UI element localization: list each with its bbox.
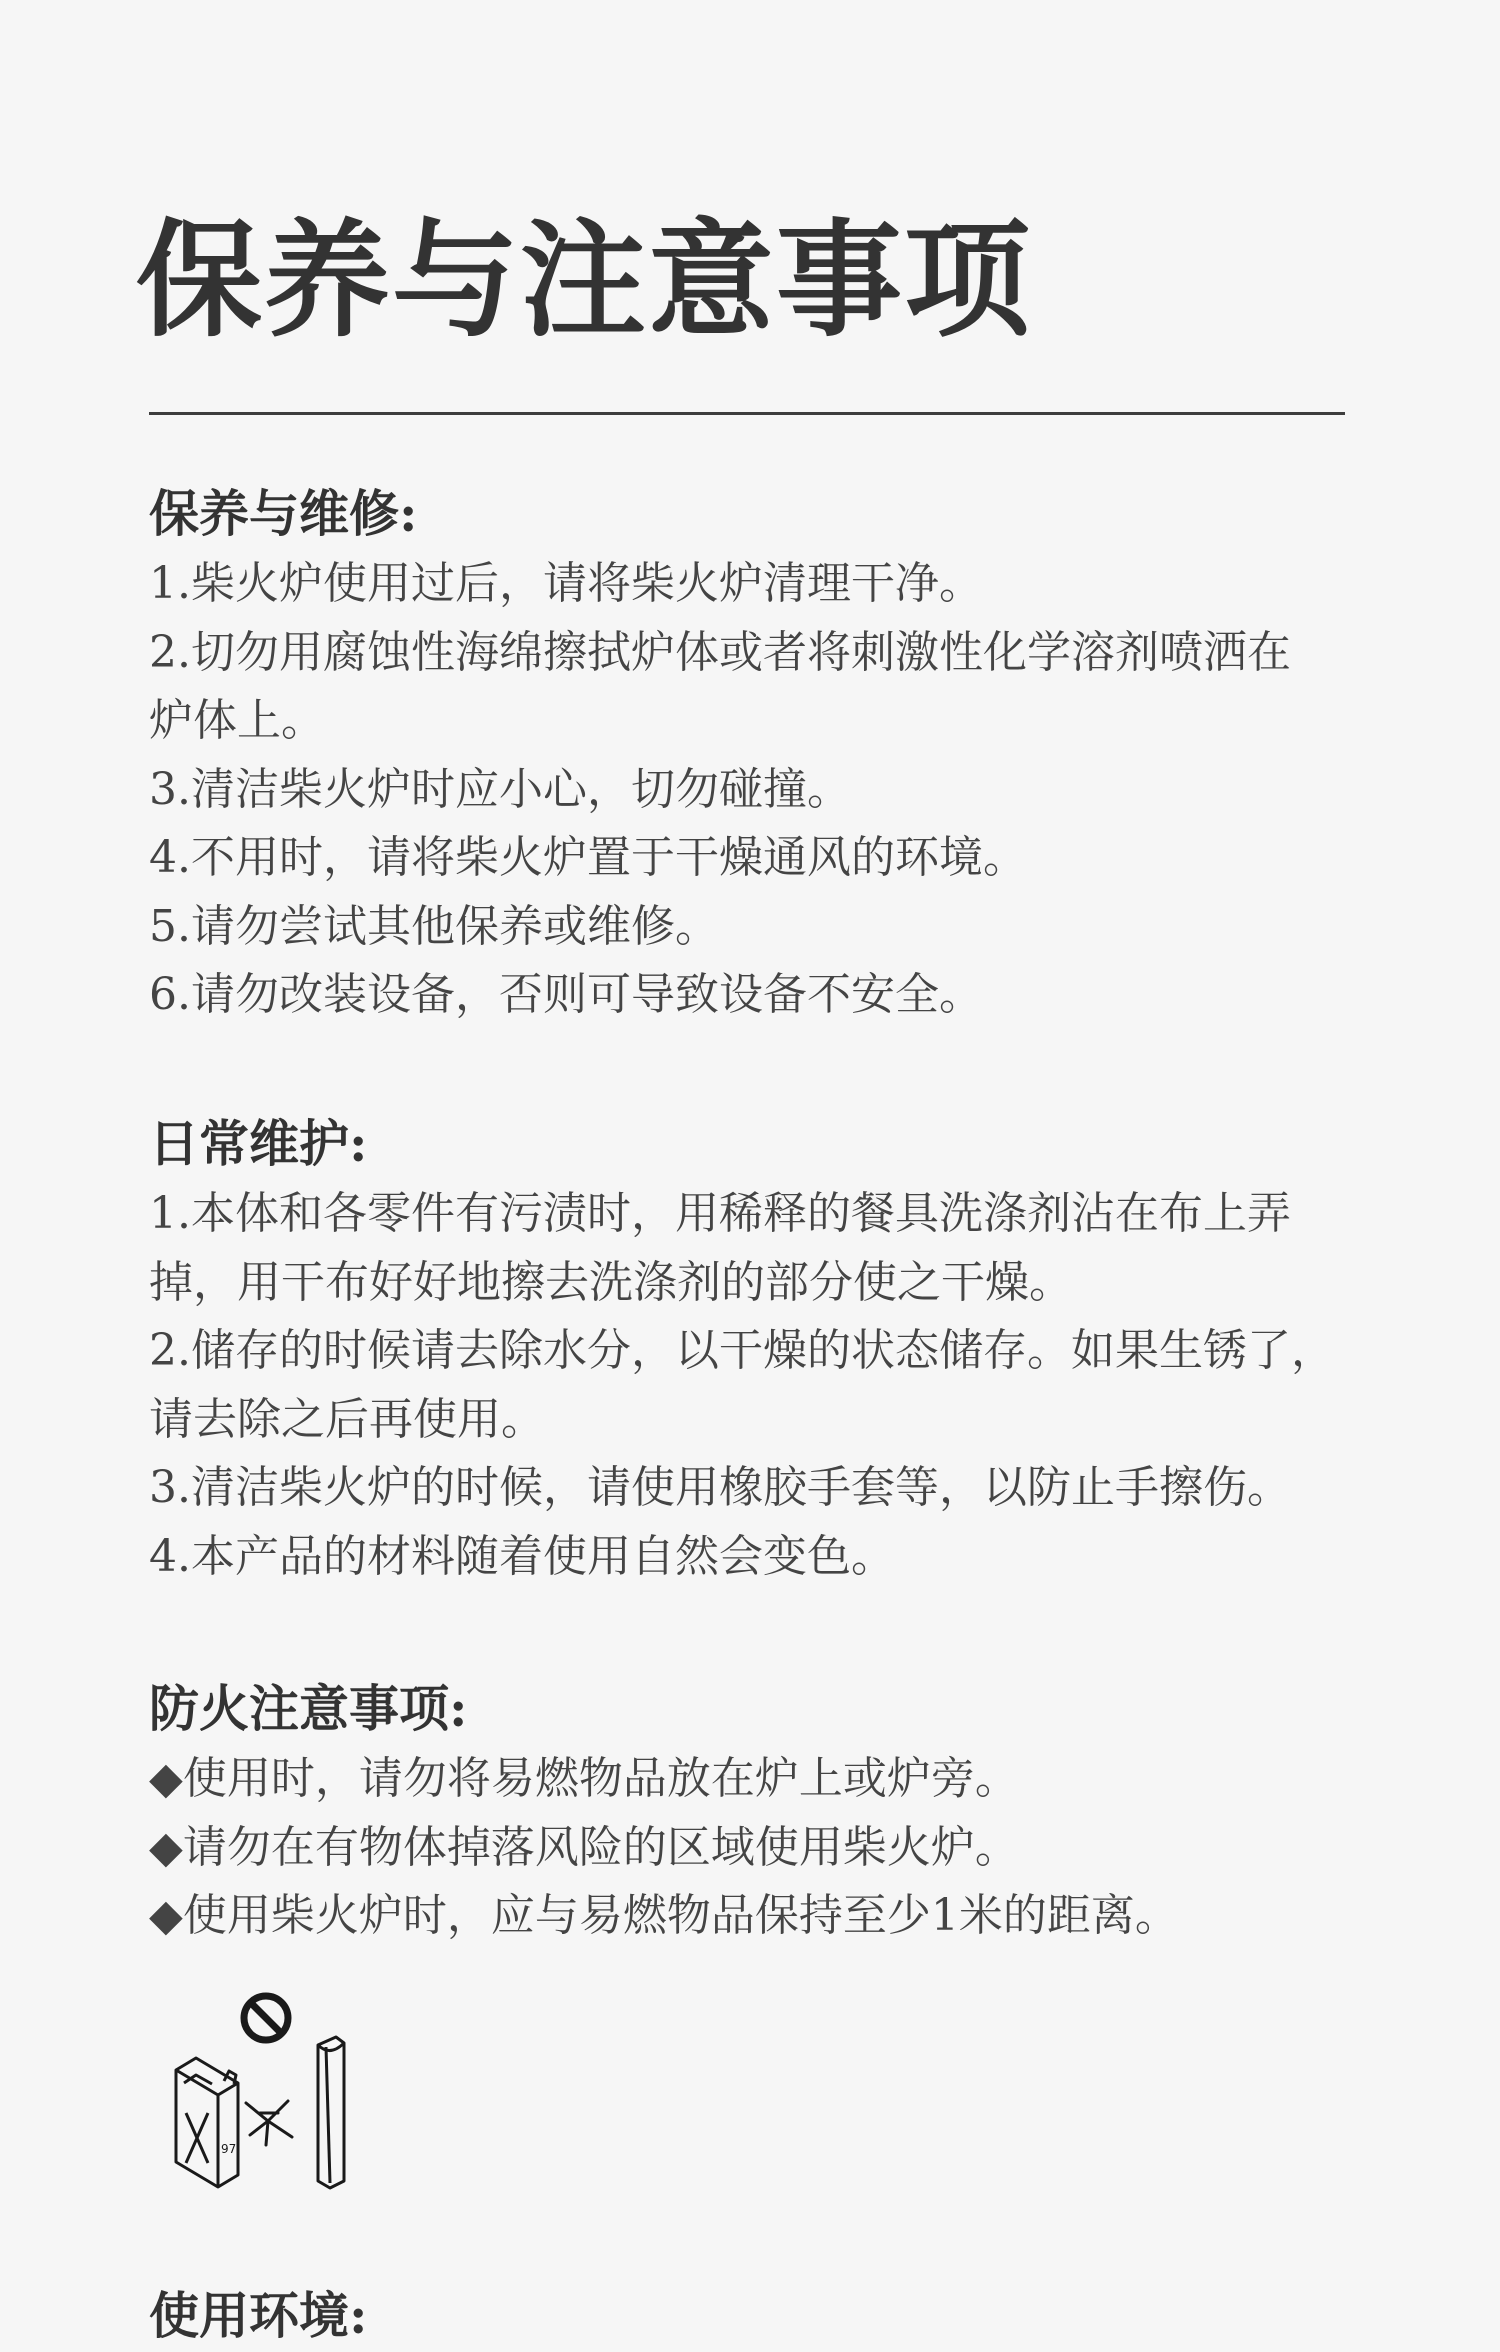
fire-safety-section: [149, 1673, 1349, 1951]
daily-care-section: [149, 1108, 1349, 1591]
list-item: 3.清洁柴火炉的时候，请使用橡胶手套等，以防止手擦伤。: [149, 1462, 1291, 1513]
list-item: ◆请勿在有物体掉落风险的区域使用柴火炉。: [149, 1821, 1019, 1873]
list-item: 6.请勿改装设备，否则可导致设备不安全。: [149, 969, 983, 1020]
list-item: 4.不用时，请将柴火炉置于干燥通风的环境。: [149, 832, 1027, 883]
list-item: 1.本体和各零件有污渍时，用稀释的餐具洗涤剂沾在布上弄 掉，用干布好好地擦去洗涤剂的部分使之干燥。: [149, 1188, 1291, 1308]
prohibited-icon: [244, 1996, 288, 2040]
section-heading-fire-safety: 防火注意事项:: [149, 1679, 468, 1738]
svg-text:97: 97: [221, 2142, 237, 2156]
page-title: 保养与注意事项: [136, 206, 1032, 354]
list-item: ◆使用时，请勿将易燃物品放在炉上或炉旁。: [149, 1753, 1019, 1804]
list-item: 4.本产品的材料随着使用自然会变色。: [149, 1530, 895, 1582]
fuel-can-icon: [176, 2058, 238, 2187]
list-item: ◆使用柴火炉时，应与易燃物品保持至少1米的距离。: [149, 1890, 1179, 1941]
title-divider: [149, 412, 1345, 415]
list-item: 1.柴火炉使用过后，请将柴火炉清理干净。: [149, 558, 983, 609]
fire-safety-list: [149, 1745, 1349, 1951]
maintenance-section: [149, 478, 1349, 1030]
list-item: 3.清洁柴火炉时应小心，切勿碰撞。: [149, 763, 851, 815]
daily-care-list: [149, 1180, 1349, 1591]
list-item: 2.储存的时候请去除水分，以干燥的状态储存。如果生锈了， 请去除之后再使用。: [149, 1325, 1335, 1445]
list-item: 5.请勿尝试其他保养或维修。: [149, 900, 719, 952]
spark-icon: [246, 2101, 292, 2145]
maintenance-list: [149, 550, 1349, 1030]
section-heading-daily-care: 日常维护:: [149, 1114, 368, 1173]
section-heading-maintenance: 保养与维修:: [149, 484, 418, 543]
environment-section: [149, 2280, 1349, 2352]
flammables-warning-illustration: [168, 1985, 388, 2195]
list-item: 2.切勿用腐蚀性海绵擦拭炉体或者将刺激性化学溶剂喷洒在 炉体上。: [149, 626, 1291, 746]
paper-roll-icon: [318, 2037, 344, 2188]
section-heading-environment: 使用环境:: [149, 2286, 368, 2345]
